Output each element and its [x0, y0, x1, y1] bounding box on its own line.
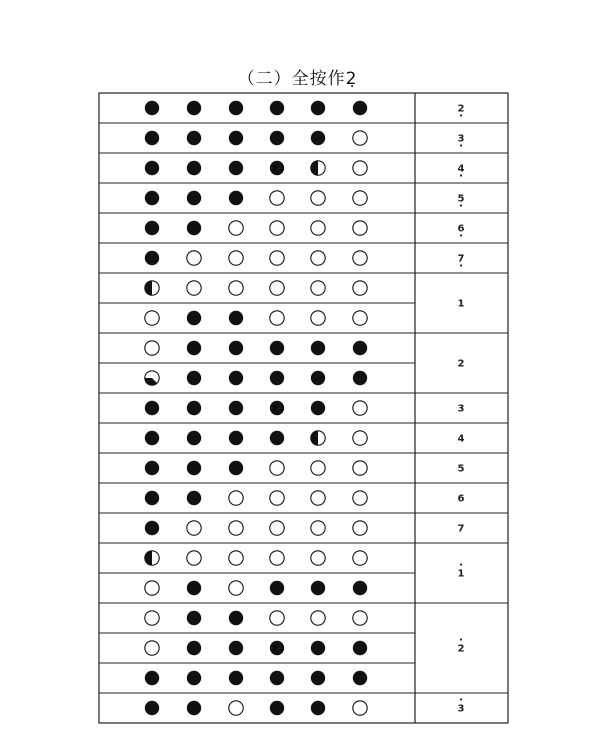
hole-open	[187, 551, 201, 565]
hole-closed	[187, 191, 201, 205]
note-label: 3	[457, 403, 465, 415]
note-label: 3	[457, 133, 465, 145]
hole-closed	[187, 611, 201, 625]
hole-closed	[311, 401, 325, 415]
hole-closed	[270, 701, 284, 715]
note-label: 2	[457, 358, 465, 370]
hole-closed	[311, 581, 325, 595]
octave-dot-below	[460, 144, 462, 146]
note-label: 1	[457, 298, 465, 310]
note-label: 4	[457, 163, 465, 175]
hole-open	[353, 131, 367, 145]
hole-closed	[229, 101, 243, 115]
hole-closed	[229, 461, 243, 475]
hole-closed	[145, 491, 159, 505]
note-label: 2	[457, 643, 465, 655]
hole-open	[353, 431, 367, 445]
hole-closed	[187, 581, 201, 595]
hole-open	[270, 551, 284, 565]
hole-open	[229, 251, 243, 265]
hole-closed	[270, 341, 284, 355]
hole-open	[270, 611, 284, 625]
hole-open	[145, 641, 159, 655]
hole-open	[311, 491, 325, 505]
hole-closed	[187, 701, 201, 715]
hole-half-fill	[145, 281, 152, 295]
hole-closed	[145, 131, 159, 145]
hole-closed	[229, 641, 243, 655]
hole-closed	[311, 131, 325, 145]
hole-open	[270, 281, 284, 295]
hole-closed	[311, 641, 325, 655]
hole-open	[353, 191, 367, 205]
octave-dot-below	[460, 114, 462, 116]
hole-open	[229, 491, 243, 505]
hole-closed	[353, 371, 367, 385]
hole-open	[145, 311, 159, 325]
hole-open	[353, 161, 367, 175]
octave-dot-below	[460, 234, 462, 236]
hole-closed	[187, 311, 201, 325]
hole-closed	[229, 311, 243, 325]
note-label: 6	[457, 493, 465, 505]
hole-open	[229, 701, 243, 715]
hole-closed	[187, 671, 201, 685]
hole-open	[353, 401, 367, 415]
hole-closed	[270, 161, 284, 175]
hole-closed	[187, 431, 201, 445]
hole-closed	[145, 101, 159, 115]
hole-closed	[145, 251, 159, 265]
hole-closed	[145, 461, 159, 475]
hole-closed	[145, 401, 159, 415]
hole-closed	[187, 101, 201, 115]
hole-closed	[145, 221, 159, 235]
hole-closed	[311, 701, 325, 715]
hole-closed	[311, 371, 325, 385]
hole-closed	[270, 581, 284, 595]
octave-dot-above	[460, 563, 462, 565]
hole-closed	[187, 491, 201, 505]
hole-closed	[229, 611, 243, 625]
octave-dot-below	[460, 204, 462, 206]
hole-closed	[187, 131, 201, 145]
hole-open	[145, 581, 159, 595]
hole-open	[270, 521, 284, 535]
hole-open	[270, 311, 284, 325]
page-title: （二）全按作2̣	[237, 69, 358, 89]
note-label: 3	[457, 703, 465, 715]
hole-closed	[270, 671, 284, 685]
note-label: 7	[457, 253, 465, 265]
hole-closed	[353, 101, 367, 115]
hole-open	[353, 281, 367, 295]
hole-closed	[270, 641, 284, 655]
hole-closed	[187, 221, 201, 235]
hole-open	[353, 551, 367, 565]
note-label: 1	[457, 568, 465, 580]
hole-closed	[229, 131, 243, 145]
hole-open	[229, 221, 243, 235]
octave-dot-above	[460, 638, 462, 640]
hole-open	[353, 311, 367, 325]
hole-closed	[187, 371, 201, 385]
note-label: 7	[457, 523, 465, 535]
hole-open	[229, 521, 243, 535]
hole-closed	[145, 431, 159, 445]
hole-open	[270, 191, 284, 205]
hole-closed	[270, 131, 284, 145]
hole-open	[311, 311, 325, 325]
hole-open	[270, 461, 284, 475]
hole-closed	[187, 341, 201, 355]
hole-closed	[229, 161, 243, 175]
hole-closed	[187, 401, 201, 415]
hole-open	[311, 191, 325, 205]
hole-closed	[229, 431, 243, 445]
hole-half-fill	[311, 431, 318, 445]
hole-open	[270, 221, 284, 235]
hole-closed	[353, 341, 367, 355]
hole-open	[353, 221, 367, 235]
hole-open	[353, 521, 367, 535]
hole-closed	[270, 401, 284, 415]
table-frame	[99, 93, 508, 723]
note-label: 5	[457, 463, 465, 475]
note-label: 6	[457, 223, 465, 235]
hole-closed	[270, 431, 284, 445]
hole-closed	[187, 161, 201, 175]
hole-closed	[145, 671, 159, 685]
hole-closed	[353, 671, 367, 685]
hole-closed	[270, 101, 284, 115]
hole-closed	[311, 101, 325, 115]
hole-closed	[229, 671, 243, 685]
hole-closed	[353, 641, 367, 655]
hole-open	[353, 461, 367, 475]
hole-closed	[229, 191, 243, 205]
octave-dot-below	[460, 264, 462, 266]
hole-open	[353, 491, 367, 505]
hole-closed	[145, 191, 159, 205]
hole-open	[311, 611, 325, 625]
hole-closed	[311, 671, 325, 685]
hole-open	[270, 491, 284, 505]
octave-dot-below	[460, 174, 462, 176]
hole-open	[353, 701, 367, 715]
hole-open	[311, 551, 325, 565]
hole-closed	[270, 371, 284, 385]
hole-open	[187, 281, 201, 295]
hole-closed	[187, 641, 201, 655]
octave-dot-above	[460, 698, 462, 700]
hole-closed	[145, 701, 159, 715]
hole-open	[311, 221, 325, 235]
note-label: 4	[457, 433, 465, 445]
hole-closed	[311, 341, 325, 355]
hole-closed	[187, 461, 201, 475]
hole-open	[353, 611, 367, 625]
note-label: 2	[457, 103, 465, 115]
hole-closed	[145, 161, 159, 175]
hole-closed	[229, 341, 243, 355]
hole-open	[145, 611, 159, 625]
hole-open	[353, 251, 367, 265]
hole-open	[229, 551, 243, 565]
hole-open	[229, 281, 243, 295]
hole-open	[311, 521, 325, 535]
hole-open	[311, 461, 325, 475]
hole-open	[270, 251, 284, 265]
note-label: 5	[457, 193, 465, 205]
hole-half-fill	[311, 161, 318, 175]
hole-open	[145, 341, 159, 355]
hole-open	[311, 281, 325, 295]
hole-open	[229, 581, 243, 595]
hole-open	[187, 251, 201, 265]
hole-closed	[229, 371, 243, 385]
hole-closed	[145, 521, 159, 535]
hole-closed	[353, 581, 367, 595]
hole-open	[187, 521, 201, 535]
hole-half-fill	[145, 551, 152, 565]
hole-closed	[229, 401, 243, 415]
hole-open	[311, 251, 325, 265]
